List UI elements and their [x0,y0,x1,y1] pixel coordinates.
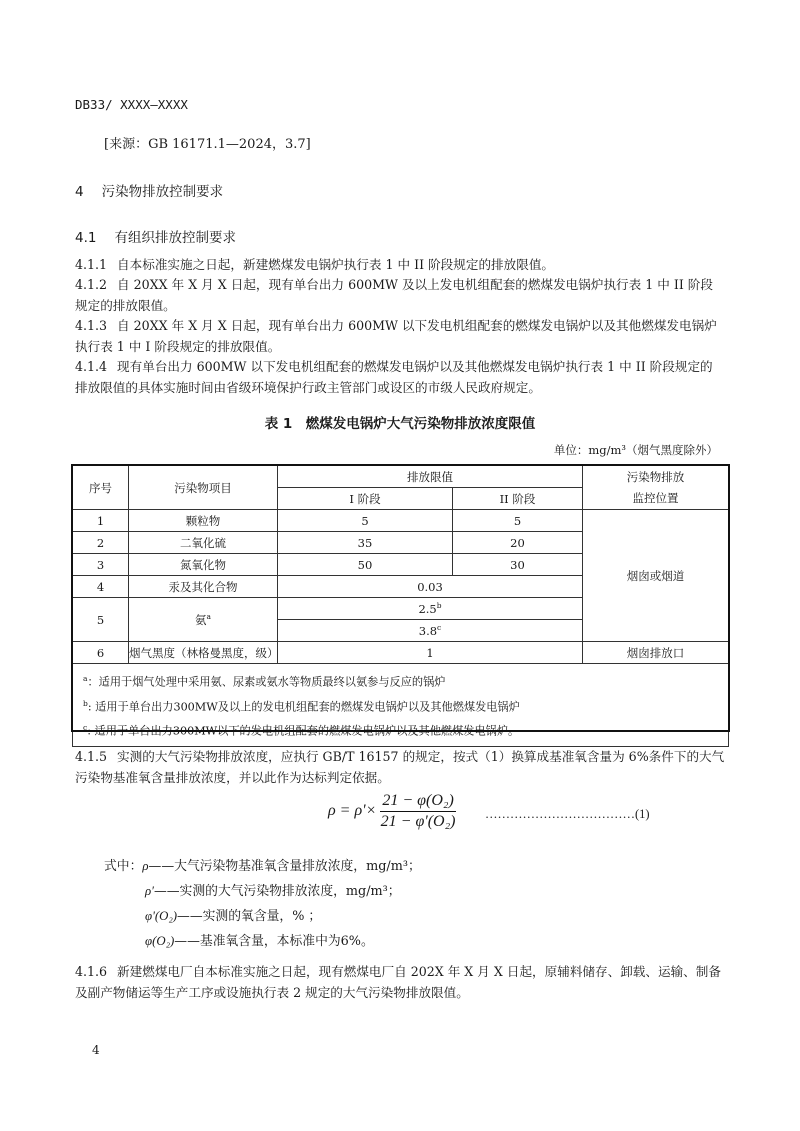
footnote-mark: b [436,601,442,611]
footnote-mark: a [206,611,211,621]
doc-header-code: DB33/ XXXX—XXXX [75,97,188,112]
cell-item: 二氧化硫 [129,532,278,554]
definition-text: ——实测的氧含量，% ； [177,909,322,924]
table-notes [73,664,729,747]
formula-1 [328,792,456,831]
formula-numerator: 21 − φ(O₂) [380,792,455,812]
source-note: [来源：GB 16171.1—2024，3.7] [104,137,311,152]
cell-merged-limit: 1 [278,642,583,664]
definition-row [145,930,374,949]
header-stage-1: I 阶段 [278,488,453,510]
cell-seq: 5 [73,598,129,642]
cell-item: 汞及其化合物 [129,576,278,598]
cell-stage-1: 50 [278,554,453,576]
note-mark: b [83,698,88,708]
clause-text: 自本标准实施之日起，新建燃煤发电锅炉执行表 1 中 II 阶段规定的排放限值。 [117,257,555,272]
cell-seq: 3 [73,554,129,576]
definition-symbol: ρ′ [145,884,154,898]
definition-symbol: φ'(O₂) [145,909,178,923]
cell-item: 颗粒物 [129,510,278,532]
note-a [83,668,728,693]
clause-text: 自 20XX 年 X 月 X 日起，现有单台出力 600MW 及以上发电机组配套的燃煤发电锅炉执行表 1 中 II 阶段规定的排放限值。 [75,277,713,313]
cell-merged-limit [278,598,583,620]
definition-row [145,905,321,924]
limit-value: 2.5 [418,601,437,616]
note-text: : 适用于单台出力300MW以下的发电机组配套的燃煤发电锅炉以及其他燃煤发电锅炉。 [87,725,520,739]
header-location-2: 监控位置 [583,488,729,510]
clause-4-1-6 [75,962,725,1003]
cell-seq: 1 [73,510,129,532]
section-title: 有组织排放控制要求 [114,230,236,246]
definition-text: ——实测的大气污染物排放浓度，mg/m³； [153,884,401,899]
clause-text: 新建燃煤电厂自本标准实施之日起，现有燃煤电厂自 202X 年 X 月 X 日起，原辅料储存、卸载、运输、制备及副产物储运等生产工序或设施执行表 2 规定的大气污染物排放限值。 [75,964,721,1000]
clause-number: 4.1.4 [75,359,108,374]
clause-text: 现有单台出力 600MW 以下发电机组配套的燃煤发电锅炉以及其他燃煤发电锅炉执行表 1 中 II 阶段规定的排放限值的具体实施时间由省级环境保护行政主管部门或设区的市级人民政府规定。 [75,359,713,395]
cell-merged-limit [278,620,583,642]
note-text: : 适用于单台出力300MW及以上的发电机组配套的燃煤发电锅炉以及其他燃煤发电锅炉 [87,700,520,714]
header-stage-2: II 阶段 [453,488,583,510]
table-title: 表 1 燃煤发电锅炉大气污染物排放浓度限值 [264,416,536,432]
clause-number: 4.1.2 [75,277,108,292]
definition-text: ——大气污染物基准氧含量排放浓度，mg/m³； [148,859,421,874]
cell-stage-1: 35 [278,532,453,554]
note-mark: c [83,723,88,733]
definition-row [145,880,401,899]
clause-number: 4.1.5 [75,749,108,764]
cell-merged-limit: 0.03 [278,576,583,598]
clause-text: 实测的大气污染物排放浓度，应执行 GB/T 16157 的规定，按式（1）换算成基准氧含量为 6%条件下的大气污染物基准氧含量排放浓度，并以此作为达标判定依据。 [75,749,725,785]
section-number: 4 [75,184,84,200]
clause-text: 自 20XX 年 X 月 X 日起，现有单台出力 600MW 以下发电机组配套的燃煤发电锅炉以及其他燃煤发电锅炉执行表 1 中 I 阶段规定的排放限值。 [75,318,717,354]
table-row [73,642,729,664]
clause-number: 4.1.1 [75,257,108,272]
definition-prefix: 式中： [104,859,143,874]
cell-stage-2: 30 [453,554,583,576]
header-item: 污染物项目 [129,466,278,510]
definition-symbol: φ(O₂) [145,934,175,948]
cell-stage-2: 20 [453,532,583,554]
note-c [83,717,728,742]
formula-lhs: ρ = ρ'× [328,802,377,820]
formula-number: ………………………………(1) [485,807,650,821]
section-heading-4 [75,180,223,200]
note-mark: a [83,674,88,683]
cell-item: 氮氧化物 [129,554,278,576]
formula-fraction [380,792,455,831]
header-limit: 排放限值 [278,466,583,488]
cell-seq: 6 [73,642,129,664]
definition-symbol: ρ [142,859,149,873]
section-title: 污染物排放控制要求 [101,184,224,200]
cell-location-main: 烟囱或烟道 [583,510,729,642]
table-unit: 单位：mg/m³（烟气黑度除外） [553,443,718,457]
header-location-1: 污染物排放 [583,466,729,488]
limit-value: 3.8 [418,623,438,638]
note-text: ：适用于烟气处理中采用氨、尿素或氨水等物质最终以氨参与反应的锅炉 [87,675,446,689]
clause-4-1-2 [75,275,725,316]
cell-seq: 2 [73,532,129,554]
page-number: 4 [92,1043,100,1057]
header-seq: 序号 [73,466,129,510]
footnote-mark: c [437,623,442,633]
table-row [73,510,729,532]
formula-denominator: 21 − φ'(O₂) [380,813,456,830]
section-number: 4.1 [75,230,97,246]
clause-4-1-1 [75,255,725,276]
definition-row [104,855,421,874]
item-name: 氨 [195,612,207,627]
cell-location: 烟囱排放口 [583,642,729,664]
section-heading-4-1 [75,226,236,246]
cell-seq: 4 [73,576,129,598]
cell-item: 烟气黑度（林格曼黑度，级） [129,642,278,664]
clause-number: 4.1.6 [75,964,108,979]
definition-text: ——基准氧含量，本标准中为6%。 [174,934,374,949]
cell-item [129,598,278,642]
note-b [83,693,728,718]
clause-4-1-5 [75,747,725,788]
clause-number: 4.1.3 [75,318,108,333]
clause-4-1-3 [75,316,725,357]
cell-stage-2: 5 [453,510,583,532]
cell-stage-1: 5 [278,510,453,532]
emission-limits-table [72,465,729,747]
clause-4-1-4 [75,357,725,398]
